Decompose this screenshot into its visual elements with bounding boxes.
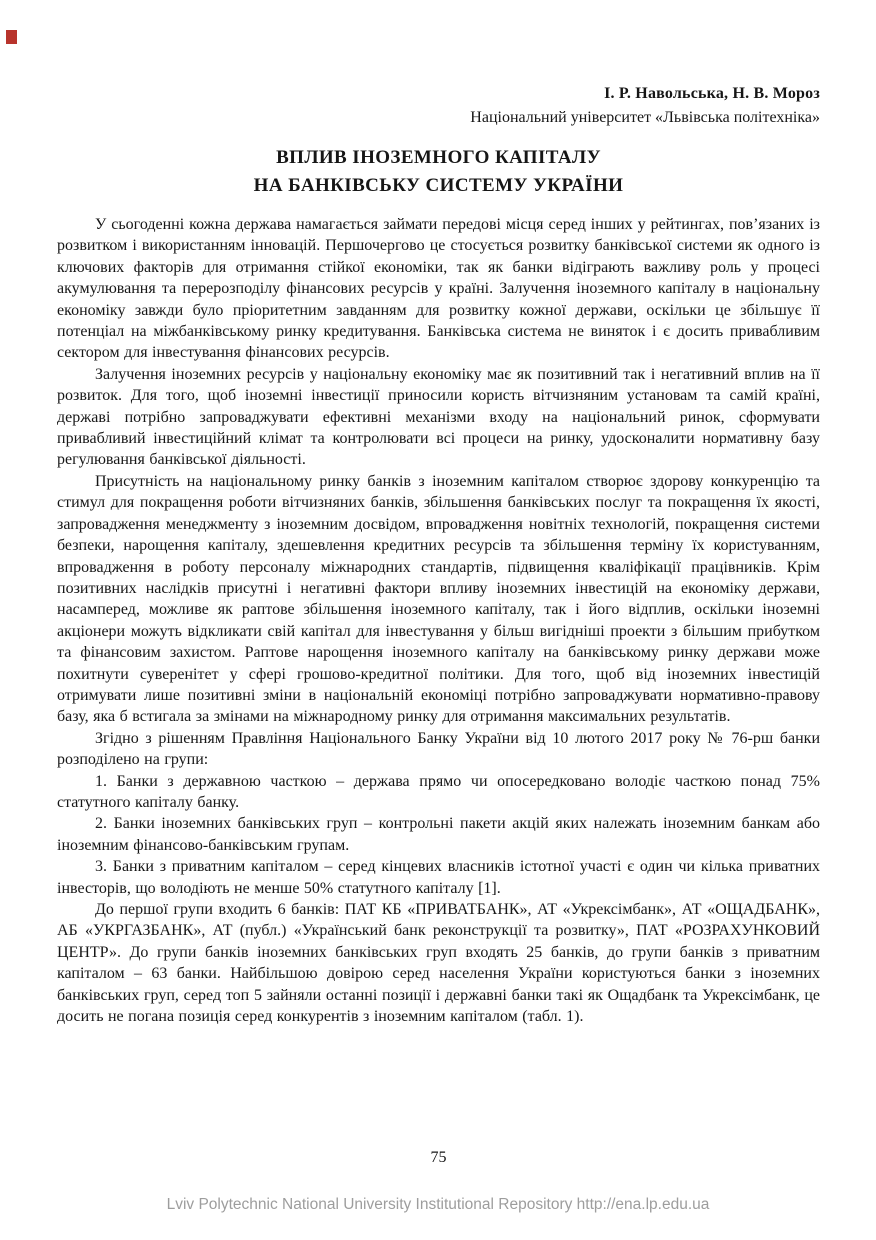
paragraph-market-presence: Присутність на національному ринку банків з іноземним капіталом створює здорову конкуренцію та стимул для покращення роботи вітчизняних банків, збільшення банківських послуг та покращення їх якості, запровадження менеджменту з іноземним досвідом, впровадження новітніх технологій, покращення системи безпеки, нарощення капіталу, здешевлення кредитних ресурсів та збільшення терміну їх користуванням, впровадження в роботу персоналу міжнародних стандартів, підвищення кваліфікації працівників. Крім позитивних наслідків присутні і негативні фактори впливу іноземних інвестицій на економіку держави, насамперед, можливе як раптове збільшення іноземного капіталу, так і його відплив, оскільки іноземні акціонери можуть відкликати свій капітал для інвестування у більш вигідніші проекти з більшим прибутком та фінансовим захистом. Раптове нарощення іноземного капіталу на банківському ринку держави може похитнути суверенітет у сфері грошово-кредитної політики. Для того, щоб від іноземних інвестицій отримувати лише позитивні зміни в національній економіці потрібно запроваджувати нормативно-правову базу, яка б встигала за змінами на міжнародному ринку для отримання максимальних результатів. bbox=[57, 472, 820, 726]
article-body bbox=[57, 214, 820, 1027]
repository-footer: Lviv Polytechnic National University Institutional Repository http://ena.lp.edu.ua bbox=[166, 1196, 710, 1213]
paragraph-foreign-resources: Залучення іноземних ресурсів у національну економіку має як позитивний так і негативний вплив на її розвиток. Для того, щоб іноземні інвестиції приносили користь вітчизняним установам та самій країні, державі потрібно запроваджувати ефективні механізми входу на національний ринок, сформувати привабливий інвестиційний клімат та контролювати всі процеси на ринку, удосконалити нормативну базу регулювання банківської діяльності. bbox=[57, 365, 820, 469]
page-number: 75 bbox=[430, 1149, 447, 1166]
paragraph-nbu-decision: Згідно з рішенням Правління Національного Банку України від 10 лютого 2017 року № 76-рш банки розподілено на групи: bbox=[57, 729, 820, 769]
page-content bbox=[57, 0, 820, 1027]
authors-line: І. Р. Навольська, Н. В. Мороз bbox=[604, 85, 820, 102]
paragraph-bank-groups: До першої групи входить 6 банків: ПАТ КБ «ПРИВАТБАНК», АТ «Укрексімбанк», АТ «ОЩАДБАНК», АБ «УКРГАЗБАНК», АТ (публ.) «Український банк реконструкції та розвитку», ПАТ «РОЗРАХУНКОВИЙ ЦЕНТР». До групи банків іноземних банківських груп входять 25 банків, до групи банків з приватним капіталом – 63 банки. Найбільшою довірою серед населення України користуються банки з іноземних банківських груп, серед топ 5 зайняли останні позиції і державні банки такі як Ощадбанк та Укрексімбанк, це досить не погана позиція серед конкурентів з іноземним капіталом (табл. 1). bbox=[57, 901, 820, 1026]
affiliation-line: Національний університет «Львівська політехніка» bbox=[470, 109, 820, 126]
article-title bbox=[57, 144, 820, 200]
list-item-foreign-groups: 2. Банки іноземних банківських груп – контрольні пакети акцій яких належать іноземним банкам або іноземним фінансово-банківським групам. bbox=[57, 815, 820, 854]
list-item-private-capital: 3. Банки з приватним капіталом – серед кінцевих власників істотної участі є один чи кілька приватних інвесторів, що володіють не менше 50% статутного капіталу [1]. bbox=[57, 858, 820, 897]
paragraph-intro: У сьогоденні кожна держава намагається займати передові місця серед інших у рейтингах, пов’язаних із розвитком і використанням інновацій. Першочергово це стосується розвитку банківської системи як одного із ключових факторів для отримання стійкої економіки, так як банки відіграють важливу роль у процесі акумулювання та перерозподілу фінансових ресурсів у країні. Залучення іноземного капіталу в національну економіку завжди було пріоритетним завданням для розвитку кожної держави, оскільки це збільшує її потенціал на міжбанківському ринку кредитування. Банківська система не виняток і є досить привабливим сектором для інвестування фінансових ресурсів. bbox=[57, 216, 820, 362]
red-annotation-mark bbox=[6, 30, 17, 44]
article-title-line2: НА БАНКІВСЬКУ СИСТЕМУ УКРАЇНИ bbox=[253, 175, 624, 196]
article-title-line1: ВПЛИВ ІНОЗЕМНОГО КАПІТАЛУ bbox=[276, 147, 601, 168]
list-item-state-banks: 1. Банки з державною часткою – держава прямо чи опосередковано володіє часткою понад 75% статутного капіталу банку. bbox=[57, 772, 820, 811]
